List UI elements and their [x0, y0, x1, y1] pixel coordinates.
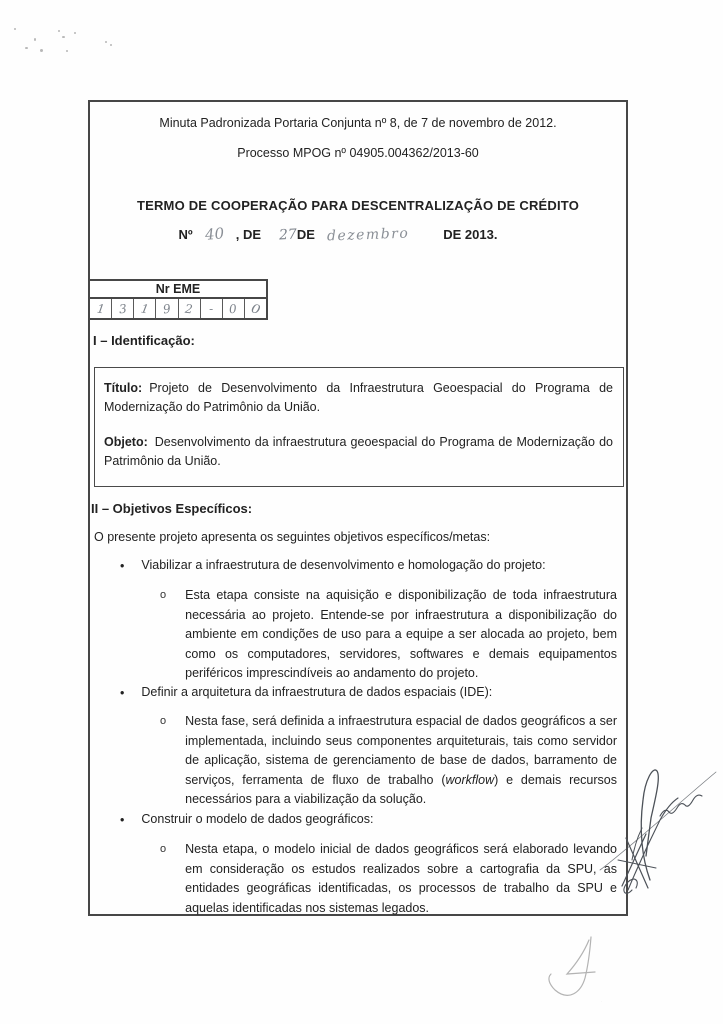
nr-eme-cell: 0 — [249, 300, 262, 317]
handwritten-number: 40 — [203, 224, 225, 244]
sub-bullet-item-2 — [160, 712, 617, 810]
nr-eme-cell: 0 — [223, 299, 245, 318]
titulo-text: Projeto de Desenvolvimento da Infraestrutura Geoespacial do Programa de Modernização do Patrimônio da União. — [104, 381, 613, 415]
objeto-text: Desenvolvimento da infraestrutura geoespacial do Programa de Modernização do Patrimônio da União. — [104, 434, 613, 469]
nr-eme-cell: 1 — [134, 299, 156, 318]
sub-bullet-item-3 — [160, 840, 617, 918]
bullet-icon: • — [120, 813, 125, 827]
bullet-item-3 — [120, 812, 618, 830]
nr-eme-table — [88, 279, 268, 320]
objetivos-intro: O presente projeto apresenta os seguintes objetivos específicos/metas: — [94, 530, 491, 544]
bullet-2-label: Definir a arquitetura da infraestrutura de dados espaciais (IDE): — [141, 685, 493, 699]
nr-eme-cell: - — [201, 299, 223, 318]
objeto-label: Objeto: — [104, 434, 148, 449]
processo-line: Processo MPOG nº 04905.004362/2013-60 — [237, 146, 479, 160]
sub-bullet-1-text: Esta etapa consiste na aquisição e disponibilização de toda infraestrutura necessária ao projeto. Entende-se por infraestrutura a disponibilização do ambiente em condições de uso para a equipe a ser alocada ao projeto, bem como os computadores, servidores, softwares e demais equipamentos periféricos imprescindíveis ao andamento do projeto. — [185, 588, 617, 680]
nr-eme-cell: 1 — [90, 299, 112, 318]
sub-bullet-2-text: Nesta fase, será definida a infraestrutura espacial de dados geográficos a ser implementada, incluindo seus componentes arquiteturais, tais como servidor de aplicação, sistema de gerenciamento de base de dados, barramento de serviços, ferramenta de fluxo de trabalho (workflow) e demais recursos necessários para a viabilização da solução. — [185, 714, 617, 806]
sub-bullet-icon: o — [160, 843, 167, 855]
number-sep2: DE — [296, 227, 315, 242]
bullet-1-label: Viabilizar a infraestrutura de desenvolvimento e homologação do projeto: — [141, 558, 546, 572]
section-i-heading: I – Identificação: — [93, 333, 195, 348]
bullet-icon: • — [120, 686, 125, 700]
identificacao-box — [94, 367, 624, 487]
nr-eme-cell: 3 — [112, 299, 134, 318]
doc-number-line — [90, 225, 586, 243]
titulo-paragraph — [104, 379, 613, 418]
bullet-item-2 — [120, 685, 618, 703]
doc-title: TERMO DE COOPERAÇÃO PARA DESCENTRALIZAÇÃO DE CRÉDITO — [136, 198, 580, 213]
bullet-item-1 — [120, 558, 618, 576]
svg-text:4: 4 — [601, 1002, 602, 1003]
sub-bullet-item-1 — [160, 586, 617, 684]
nr-eme-cells — [90, 299, 266, 318]
sub-bullet-3-text: Nesta etapa, o modelo inicial de dados geográficos será elaborado levando em consideração os estudos realizados sobre a cartografia da SPU, as entidades geográficas identificadas, os processos de trabalho da SPU e aquelas identificadas nos sistemas legados. — [185, 842, 617, 915]
nr-eme-cell: 9 — [156, 299, 178, 318]
sub-bullet-icon: o — [160, 589, 167, 601]
number-prefix: Nº — [178, 227, 193, 242]
minuta-line: Minuta Padronizada Portaria Conjunta nº 8, de 7 de novembro de 2012. — [159, 116, 557, 130]
handwritten-month: dezembro — [326, 225, 410, 245]
section-ii-heading: II – Objetivos Específicos: — [91, 501, 253, 516]
bullet-3-label: Construir o modelo de dados geográficos: — [141, 812, 374, 826]
objeto-paragraph — [104, 433, 613, 472]
workflow-italic: workflow — [445, 772, 495, 787]
number-sep1: , DE — [235, 227, 262, 242]
handwritten-day: 27 — [278, 226, 298, 244]
sub-bullet-icon: o — [160, 715, 167, 727]
number-suffix: DE 2013. — [443, 227, 498, 242]
handwritten-page-number — [543, 932, 628, 1012]
document-border — [88, 100, 628, 916]
bullet-icon: • — [120, 559, 125, 573]
nr-eme-header: Nr EME — [90, 281, 266, 299]
titulo-label: Título: — [104, 381, 143, 395]
nr-eme-cell: 2 — [179, 299, 201, 318]
